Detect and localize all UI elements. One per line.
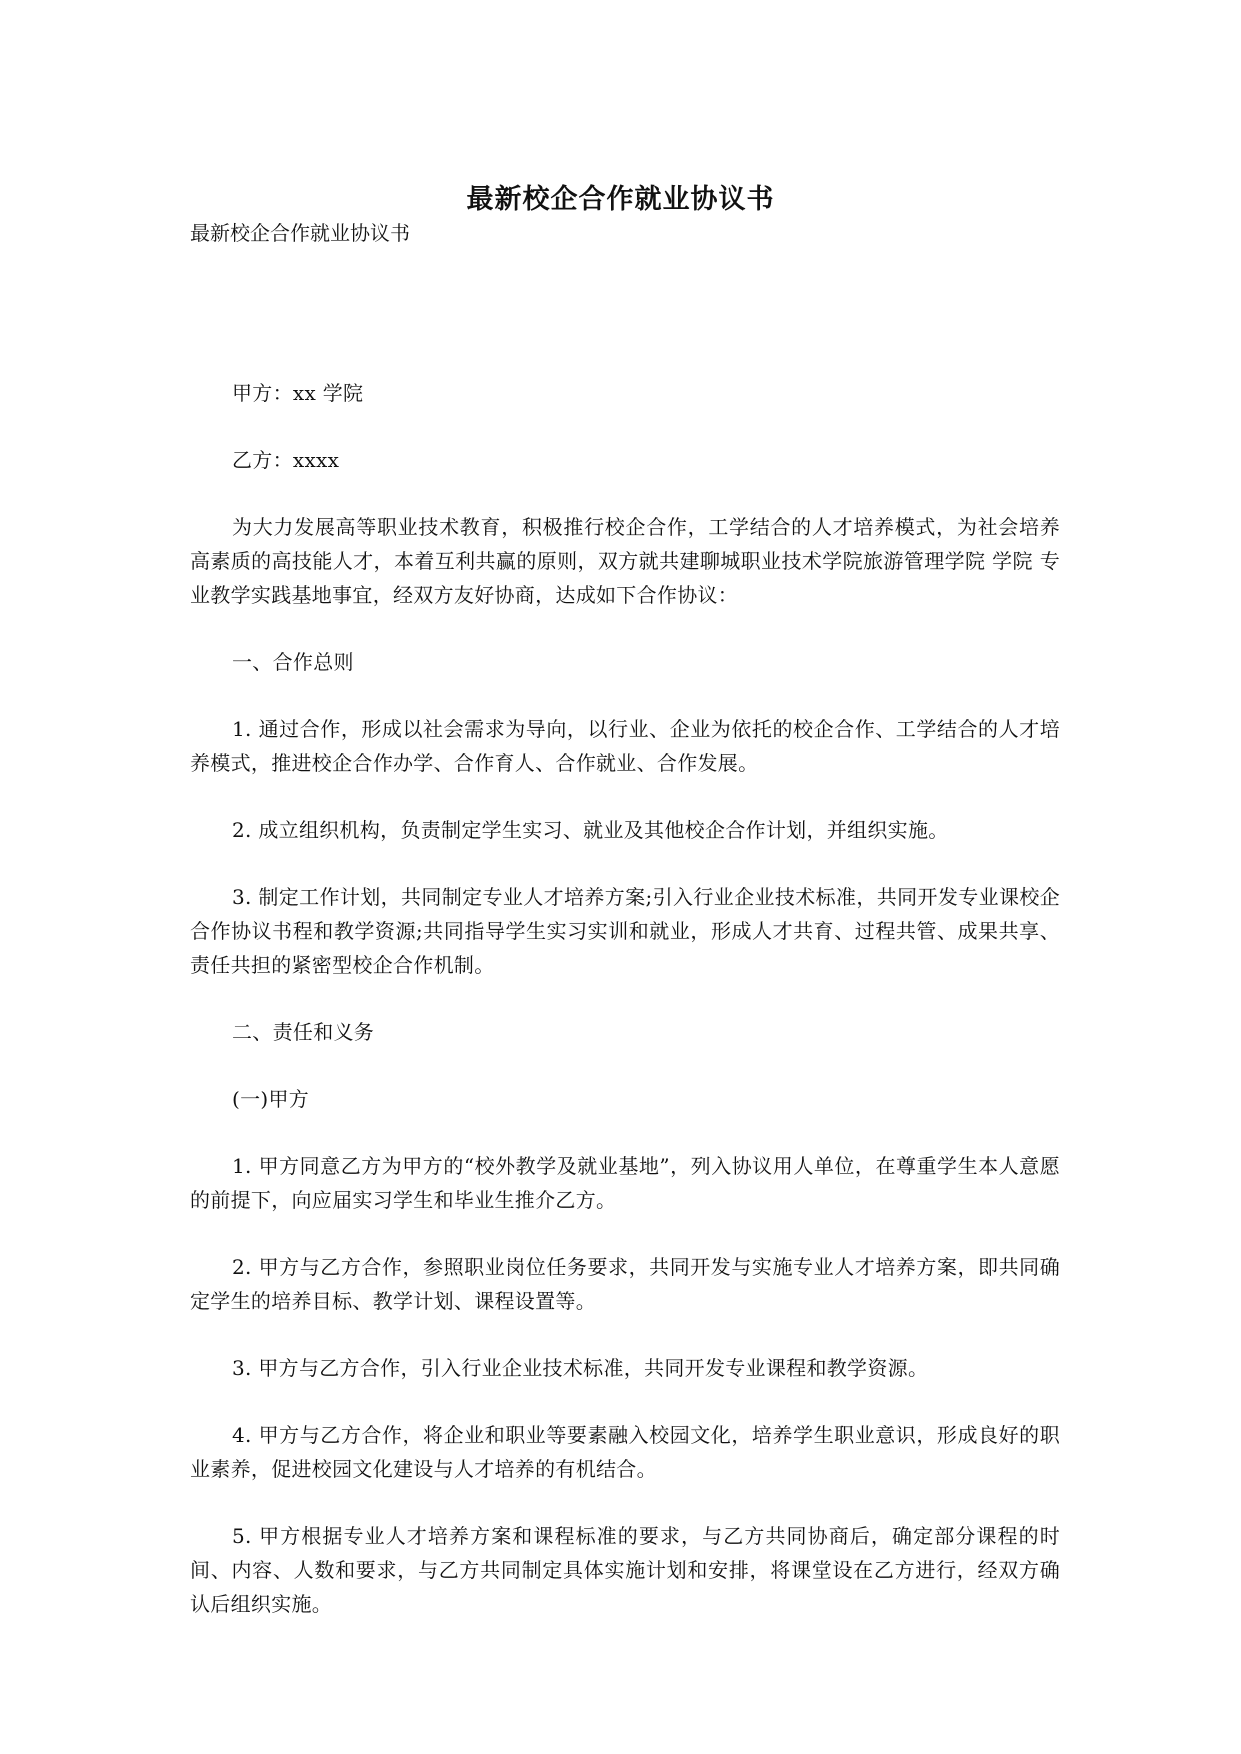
party-a-clause-1: 1. 甲方同意乙方为甲方的“校外教学及就业基地”，列入协议用人单位，在尊重学生本人意愿的前提下，向应届实习学生和毕业生推介乙方。 xyxy=(190,1154,1060,1212)
general-clause-1: 1. 通过合作，形成以社会需求为导向，以行业、企业为依托的校企合作、工学结合的人才培养模式，推进校企合作办学、合作育人、合作就业、合作发展。 xyxy=(190,717,1060,775)
document-body xyxy=(190,376,1060,1654)
section-heading-general: 一、合作总则 xyxy=(232,650,354,674)
subsection-heading-party-a: (一)甲方 xyxy=(232,1087,310,1111)
party-a-line: 甲方：xx 学院 xyxy=(232,381,364,405)
party-b-line: 乙方：xxxx xyxy=(232,448,340,472)
document-subtitle: 最新校企合作就业协议书 xyxy=(190,221,410,245)
party-a-clause-2: 2. 甲方与乙方合作，参照职业岗位任务要求，共同开发与实施专业人才培养方案，即共同确定学生的培养目标、教学计划、课程设置等。 xyxy=(190,1255,1060,1313)
document-title: 最新校企合作就业协议书 xyxy=(466,184,775,216)
general-clause-2: 2. 成立组织机构，负责制定学生实习、就业及其他校企合作计划，并组织实施。 xyxy=(232,818,949,842)
general-clause-3: 3. 制定工作计划，共同制定专业人才培养方案;引入行业企业技术标准，共同开发专业课校企合作协议书程和教学资源;共同指导学生实习实训和就业，形成人才共育、过程共管、成果共享、责任共担的紧密型校企合作机制。 xyxy=(190,885,1060,977)
party-a-clause-4: 4. 甲方与乙方合作，将企业和职业等要素融入校园文化，培养学生职业意识，形成良好的职业素养，促进校园文化建设与人才培养的有机结合。 xyxy=(190,1423,1060,1481)
party-a-clause-3: 3. 甲方与乙方合作，引入行业企业技术标准，共同开发专业课程和教学资源。 xyxy=(232,1356,929,1380)
party-a-clause-5: 5. 甲方根据专业人才培养方案和课程标准的要求，与乙方共同协商后，确定部分课程的时间、内容、人数和要求，与乙方共同制定具体实施计划和安排，将课堂设在乙方进行，经双方确认后组织实施。 xyxy=(190,1524,1060,1616)
section-heading-duties: 二、责任和义务 xyxy=(232,1020,375,1044)
preamble-paragraph: 为大力发展高等职业技术教育，积极推行校企合作，工学结合的人才培养模式，为社会培养高素质的高技能人才，本着互利共赢的原则，双方就共建聊城职业技术学院旅游管理学院 学院 专业教学实践基地事宜，经双方友好协商，达成如下合作协议： xyxy=(190,515,1060,607)
